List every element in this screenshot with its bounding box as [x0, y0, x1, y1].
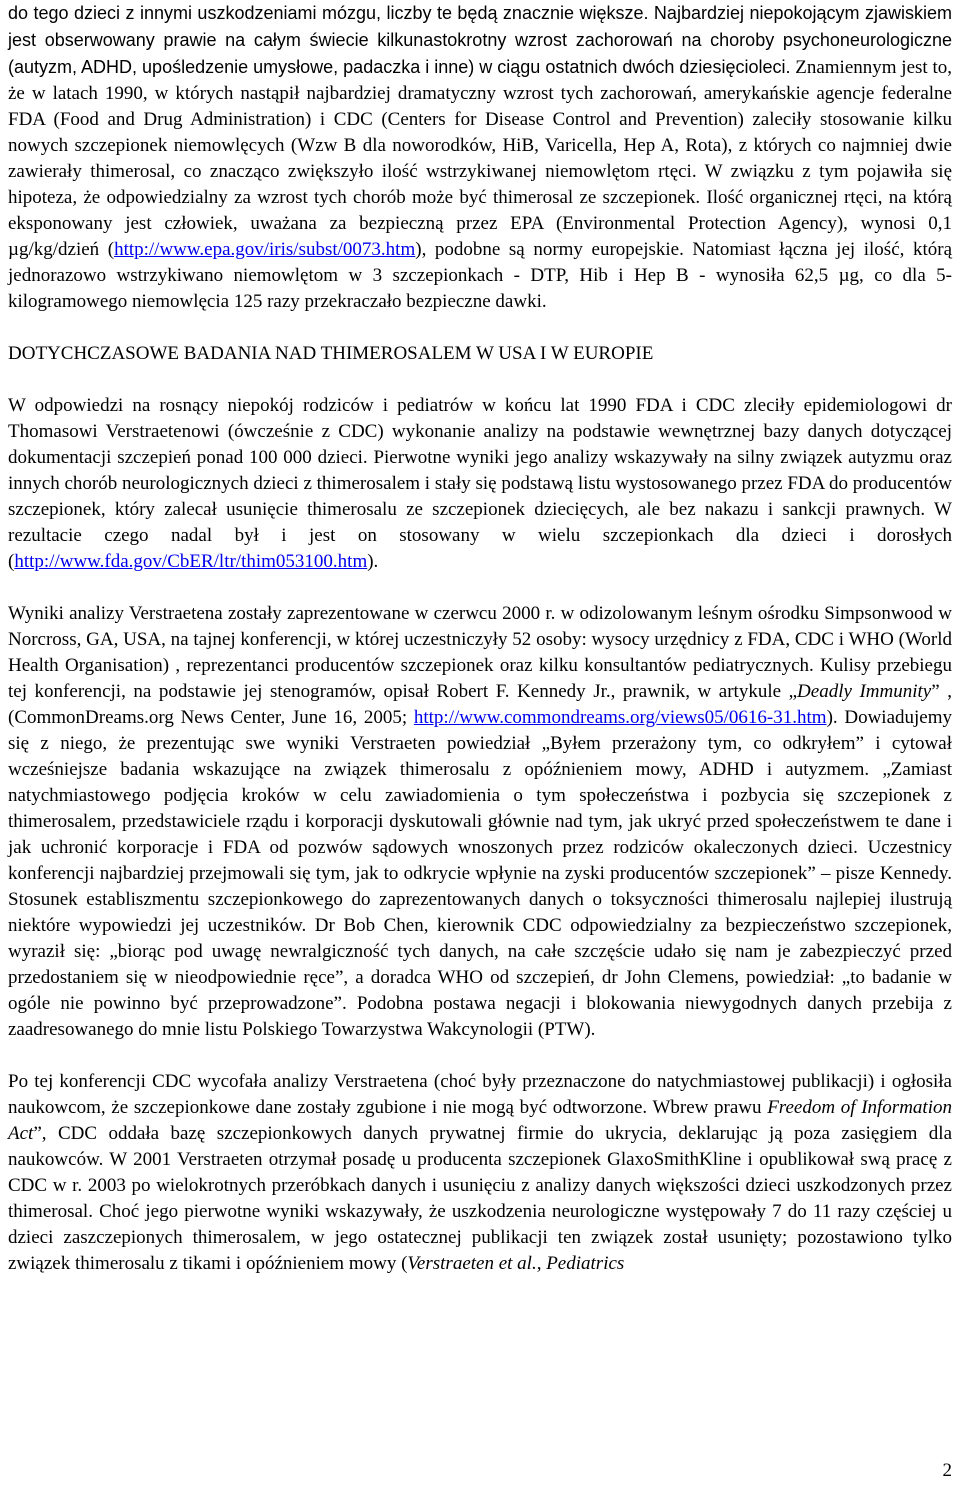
paragraph-simpsonwood-body: Wyniki analizy Verstraetena zostały zaprezentowane w czerwcu 2000 r. w odizolowanym leśnym ośrodku Simpsonwood w Norcross, GA, USA, na tajnej konferencji, w której uczestniczyły 52 osoby: wysocy urzędnicy z FDA, CDC i WHO (World Health Organisation) , reprezentanci producentów szczepionek oraz kilku konsultantów pediatrycznych. Kulisy przebiegu tej konferencji, na podstawie jej stenogramów, opisał Robert F. Kennedy Jr., prawnik, w artykule „ — [8, 603, 952, 702]
fda-link[interactable]: http://www.fda.gov/CbER/ltr/thim053100.htm — [14, 551, 368, 572]
citation-italic: Verstraeten et al., Pediatrics — [407, 1253, 625, 1274]
paragraph-simpsonwood — [8, 601, 952, 1043]
paragraph-intro-lead: do tego dzieci z innymi uszkodzeniami mózgu, liczby te będą znacznie większe. Najbardziej niepokojącym zjawiskiem jest obserwowany prawie na całym świecie kilkunastokrotny wzrost zachorowań na choroby psychoneurologiczne (autyzm, ADHD, upośledzenie umysłowe, padaczka i inne) w ciągu ostatnich dwóch dziesięcioleci. — [8, 3, 952, 77]
epa-link[interactable]: http://www.epa.gov/iris/subst/0073.htm — [114, 239, 416, 260]
section-heading: DOTYCHCZASOWE BADANIA NAD THIMEROSALEM W USA I W EUROPIE — [8, 343, 654, 364]
foia-title: Freedom of Information Act — [8, 1097, 952, 1144]
commondreams-link[interactable]: http://www.commondreams.org/views05/0616-31.htm — [413, 707, 827, 728]
paragraph-aftermath — [8, 1069, 952, 1277]
paragraph-fda-cdc-body: W odpowiedzi na rosnący niepokój rodziców i pediatrów w końcu lat 1990 FDA i CDC zleciły epidemiologowi dr Thomasowi Verstraetenowi (ówcześnie z CDC) wykonanie analizy na podstawie wewnętrznej bazy danych dotyczącej dokumentacji szczepień ponad 100 000 dzieci. Pierwotne wyniki jego analizy wskazywały na silny związek autyzmu oraz innych chorób neurologicznych dzieci z thimerosalem i stały się podstawą listu wystosowanego przez FDA do producentów szczepionek, który zalecał usunięcie thimerosalu ze szczepionek dziecięcych, ale bez nakazu i sankcji prawnych. W rezultacie czego nadal był i jest on stosowany w wielu szczepionkach dla dzieci i dorosłych ( — [8, 395, 952, 572]
page-number: 2 — [942, 1460, 952, 1481]
paragraph-intro-body: Znamiennym jest to, że w latach 1990, w których nastąpił najbardziej dramatyczny wzrost tych zachorowań, amerykańskie agencje federalne FDA (Food and Drug Administration) i CDC (Centers for Disease Control and Prevention) zaleciły stosowanie kilku nowych szczepionek niemowlęcych (Wzw B dla noworodków, HiB, Varicella, Hep A, Rota), z których co najmniej dwie zawierały thimerosal, co znacząco zwiększyło ilość wstrzykiwanej niemowlętom rtęci. W związku z tym pojawiła się hipoteza, że odpowiedzialny za wzrost tych chorób może być thimerosal ze szczepionek. Ilość organicznej rtęci, na którą eksponowany jest człowiek, uważana za bezpieczną przez EPA (Environmental Protection Agency), wynosi 0,1 µg/kg/dzień ( — [8, 57, 952, 260]
paragraph-aftermath-body: Po tej konferencji CDC wycofała analizy Verstraetena (choć były przeznaczone do natychmiastowej publikacji) i ogłosiła naukowcom, że szczepionkowe dane zostały zgubione i nie mogą być odtworzone. Wbrew prawu — [8, 1071, 952, 1118]
spacer — [8, 575, 952, 601]
article-title: Deadly Immunity — [797, 681, 932, 702]
spacer — [8, 367, 952, 393]
paragraph-simpsonwood-source: ” , (CommonDreams.org News Center, June 16, 2005; — [8, 681, 952, 728]
paragraph-fda-cdc — [8, 393, 952, 575]
paragraph-fda-cdc-tail: ). — [367, 551, 379, 572]
paragraph-simpsonwood-tail: ). Dowiadujemy się z niego, że prezentując swe wyniki Verstraeten powiedział „Byłem przerażony tym, co odkryłem” i cytował wcześniejsze badania wskazujące na związek thimerosalu z opóźnieniem mowy, ADHD i autyzmem. „Zamiast natychmiastowego podjęcia kroków w celu zawiadomienia o tym społeczeństwa i pozbycia się szczepionek z thimerosalem, przedstawiciele rządu i korporacji dyskutowali głównie nad tym, jak ukryć przed społeczeństwem te dane i jak uchronić korporacje i FDA od pozwów sądowych wnoszonych przez rodziców okaleczonych dzieci. Uczestnicy konferencji najbardziej przejmowali się tym, jak to odkrycie wpłynie na zyski producentów szczepionek” – pisze Kennedy. Stosunek establiszmentu szczepionkowego do zaprezentowanych danych o toksyczności thimerosalu najlepiej ilustrują niektóre wypowiedzi jej uczestników. Dr Bob Chen, kierownik CDC odpowiedzialny za bezpieczeństwo szczepionek, wyraził się: „biorąc pod uwagę newralgiczność tych danych, na całe szczęście udało się nam je zabezpieczyć przed przedostaniem się w nieodpowiednie ręce”, a doradca WHO od szczepień, dr John Clemens, powiedział: „to badanie w ogóle nie powinno być przeprowadzone”. Podobna postawa negacji i blokowania niewygodnych danych przebija z zaadresowanego do mnie listu Polskiego Towarzystwa Wakcynologii (PTW). — [8, 707, 952, 1040]
paragraph-intro — [8, 0, 952, 315]
paragraph-intro-tail: ), podobne są normy europejskie. Natomiast łączna jej ilość, którą jednorazowo wstrzykiwano niemowlętom w 3 szczepionkach - DTP, Hib i Hep B - wynosiła 62,5 µg, co dla 5-kilogramowego niemowlęcia 125 razy przekraczało bezpieczne dawki. — [8, 239, 952, 312]
spacer — [8, 315, 952, 341]
spacer — [8, 1043, 952, 1069]
paragraph-aftermath-tail: ”, CDC oddała bazę szczepionkowych danych prywatnej firmie do ukrycia, deklarując ją poza zasięgiem dla naukowców. W 2001 Verstraeten otrzymał posadę u producenta szczepionek GlaxoSmithKline i opublikował swą pracę z CDC w r. 2003 po wielokrotnych przeróbkach danych i usunięciu z analizy danych większości dzieci uszkodzonych przez thimerosal. Choć jego pierwotne wyniki wskazywały, że uszkodzenia neurologiczne występowały 7 do 11 razy częściej u dzieci zaszczepionych thimerosalem, w jego ostatecznej publikacji ten związek został usunięty; pozostawiono tylko związek thimerosalu z tikami i opóźnieniem mowy ( — [8, 1123, 952, 1274]
document-page — [8, 0, 952, 1277]
